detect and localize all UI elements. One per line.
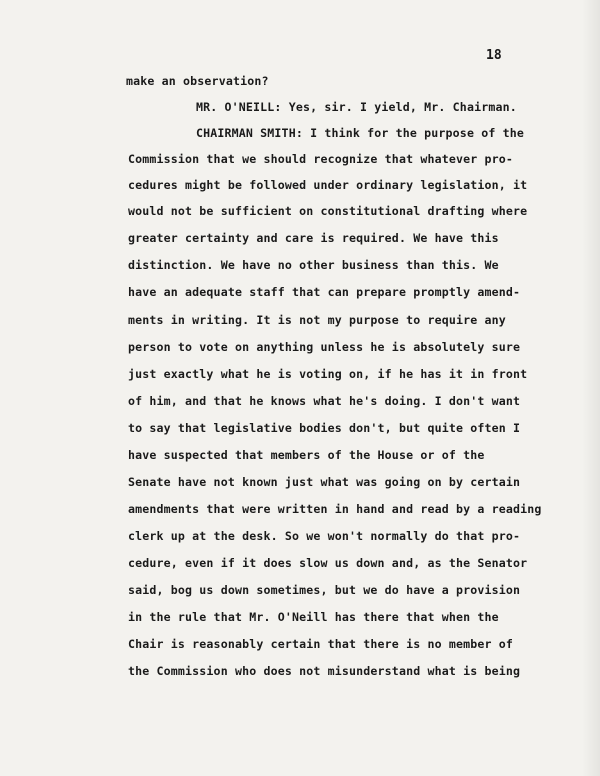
text-line: distinction. We have no other business than this. We — [128, 258, 499, 272]
text-line: Chair is reasonably certain that there is no member of — [128, 637, 514, 651]
text-line: said, bog us down sometimes, but we do have a provision — [128, 583, 521, 597]
text-line: ments in writing. It is not my purpose to require any — [128, 313, 506, 327]
text-line: to say that legislative bodies don't, but quite often I — [128, 421, 521, 435]
text-line: clerk up at the desk. So we won't normally do that pro- — [128, 529, 521, 543]
text-line: make an observation? — [126, 74, 269, 88]
text-line: the Commission who does not misunderstand what is being — [128, 664, 521, 678]
text-line: would not be sufficient on constitutional drafting where — [128, 204, 528, 218]
text-line: person to vote on anything unless he is absolutely sure — [128, 340, 521, 354]
text-line: have suspected that members of the House or of the — [128, 448, 485, 462]
text-line: in the rule that Mr. O'Neill has there that when the — [128, 610, 499, 624]
text-line: Senate have not known just what was going on by certain — [128, 475, 521, 489]
page-number: 18 — [486, 48, 502, 63]
text-line: cedures might be followed under ordinary legislation, it — [128, 178, 528, 192]
text-line: of him, and that he knows what he's doing. I don't want — [128, 394, 521, 408]
text-line: just exactly what he is voting on, if he has it in front — [128, 367, 528, 381]
text-line: have an adequate staff that can prepare promptly amend- — [128, 285, 521, 299]
text-line: CHAIRMAN SMITH: I think for the purpose of the — [196, 126, 524, 140]
text-line: MR. O'NEILL: Yes, sir. I yield, Mr. Chairman. — [196, 100, 517, 114]
text-line: amendments that were written in hand and read by a reading — [128, 502, 542, 516]
text-line: cedure, even if it does slow us down and, as the Senator — [128, 556, 528, 570]
text-line: greater certainty and care is required. We have this — [128, 231, 499, 245]
text-line: Commission that we should recognize that whatever pro- — [128, 152, 514, 166]
